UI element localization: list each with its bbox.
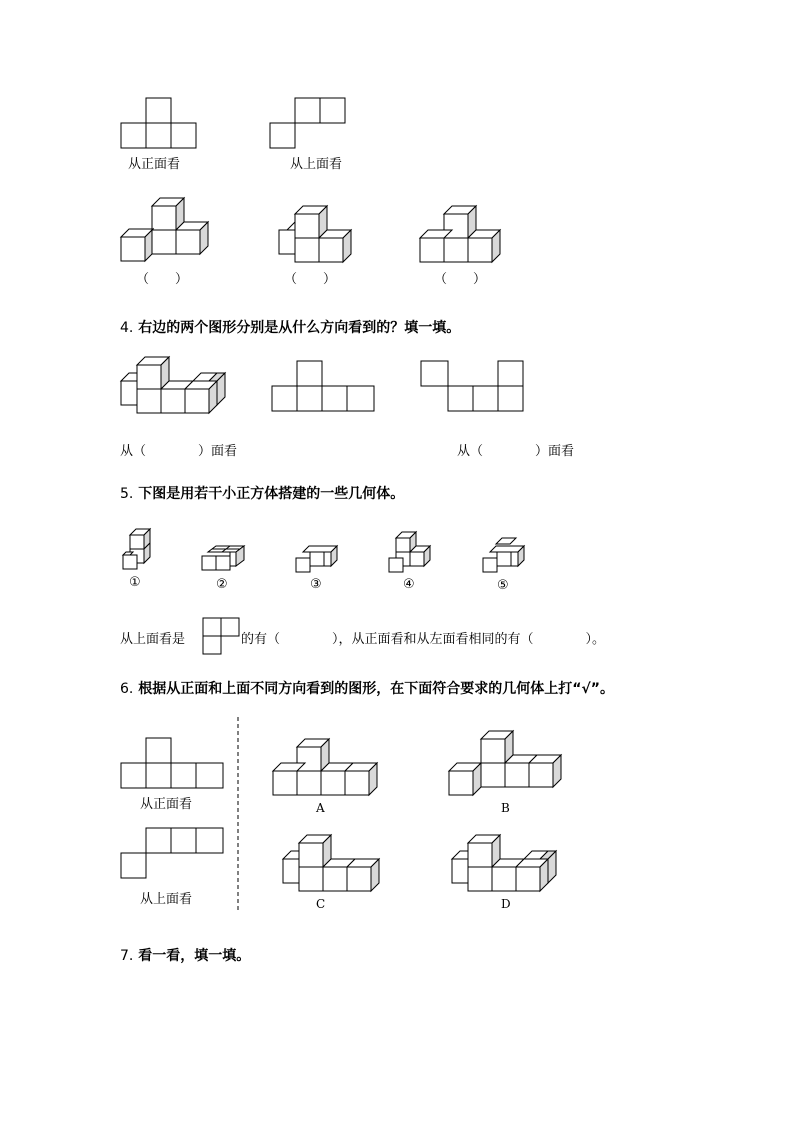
top-view-label: 从上面看 xyxy=(290,157,343,172)
question-7-text: 看一看，填一填。 xyxy=(138,948,251,964)
figure-label-3: ③ xyxy=(310,577,322,592)
answer-blank-3[interactable]: （ ） xyxy=(434,272,487,287)
figure-label-1: ① xyxy=(129,575,141,590)
question-5-line-part1: 从上面看是 xyxy=(120,632,186,647)
front-view-label: 从正面看 xyxy=(128,157,181,172)
question-6-text: 根据从正面和上面不同方向看到的图形，在下面符合要求的几何体上打“√”。 xyxy=(138,681,614,697)
question-7-number: 7. xyxy=(120,948,134,964)
option-c-label: C xyxy=(316,897,326,911)
question-5-line-part2[interactable]: 的有（ ），从正面看和从左面看相同的有（ ）。 xyxy=(241,632,606,647)
question-4-text: 右边的两个图形分别是从什么方向看到的？填一填。 xyxy=(138,320,461,336)
question-6-top-label: 从上面看 xyxy=(140,892,193,907)
question-4 xyxy=(120,317,460,337)
answer-blank-1[interactable]: （ ） xyxy=(136,272,189,287)
answer-blank-2[interactable]: （ ） xyxy=(284,272,337,287)
figure-label-5: ⑤ xyxy=(497,578,509,593)
question-7 xyxy=(120,945,250,965)
question-5-text: 下图是用若干小正方体搭建的一些几何体。 xyxy=(138,486,405,502)
question-4-answer-left[interactable]: 从（ ）面看 xyxy=(120,444,238,459)
question-4-number: 4. xyxy=(120,320,134,336)
question-5-number: 5. xyxy=(120,486,134,502)
question-6-front-label: 从正面看 xyxy=(140,797,193,812)
option-b-label: B xyxy=(501,801,510,815)
question-5 xyxy=(120,483,404,503)
question-6 xyxy=(120,678,614,698)
question-4-answer-right[interactable]: 从（ ）面看 xyxy=(457,444,575,459)
figure-label-4: ④ xyxy=(403,577,415,592)
option-d-solid[interactable] xyxy=(0,0,1,1)
figure-label-2: ② xyxy=(216,577,228,592)
question-6-number: 6. xyxy=(120,681,134,697)
option-a-label: A xyxy=(316,801,325,815)
option-d-label: D xyxy=(501,897,511,911)
